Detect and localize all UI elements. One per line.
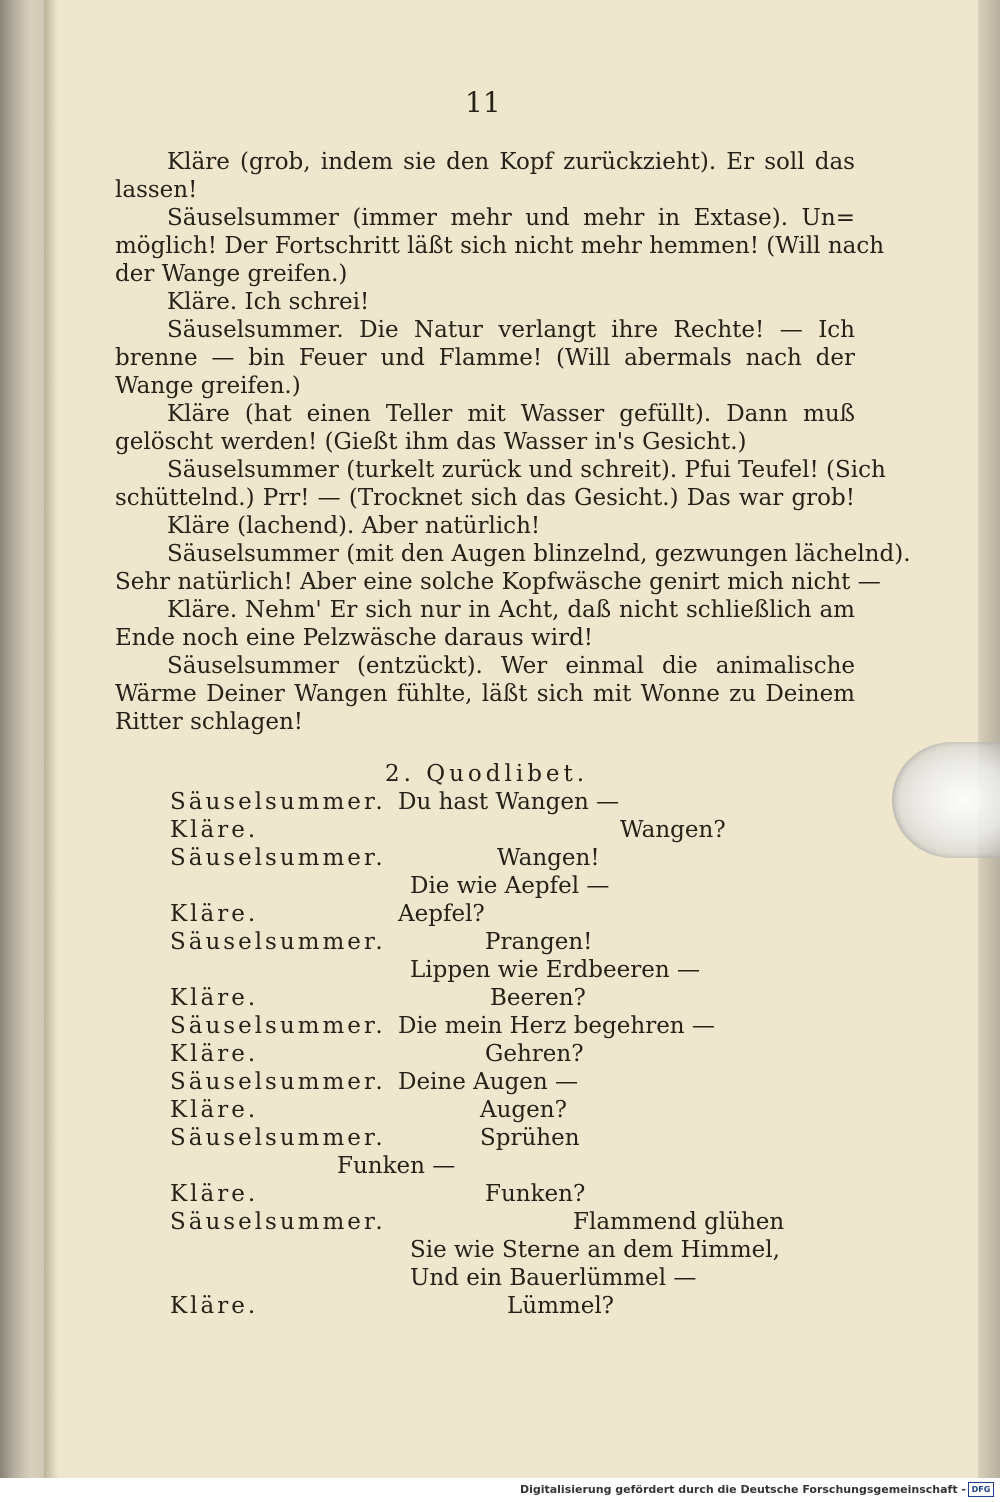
plastic-page-clip [892, 742, 1000, 858]
dialogue-text: Die wie Aepfel — [410, 873, 610, 899]
dialogue-text: Funken — [337, 1153, 456, 1179]
dialogue-text: Gehren? [485, 1041, 584, 1067]
dialogue-speaker: Kläre. [170, 901, 259, 927]
dialogue-text: Lümmel? [507, 1293, 615, 1319]
text-line: Säuselsummer. Die Natur verlangt ihre Rechte! — Ich [167, 317, 855, 343]
dialogue-speaker: Kläre. [170, 1181, 259, 1207]
dialogue-text: Die mein Herz begehren — [398, 1013, 715, 1039]
dialogue-speaker: Kläre. [170, 1041, 259, 1067]
dialogue-speaker: Kläre. [170, 817, 259, 843]
dialogue-text: Lippen wie Erdbeeren — [410, 957, 700, 983]
text-line: Wange greifen.) [115, 373, 301, 399]
text-line: lassen! [115, 177, 198, 203]
dialogue-text: Und ein Bauerlümmel — [410, 1265, 697, 1291]
dialogue-speaker: Säuselsummer. [170, 845, 386, 871]
text-line: Ritter schlagen! [115, 709, 304, 735]
dialogue-text: Sie wie Sterne an dem Himmel, [410, 1237, 780, 1263]
dialogue-text: Flammend glühen [573, 1209, 785, 1235]
text-line: Kläre. Ich schrei! [167, 289, 370, 315]
dialogue-text: Wangen? [620, 817, 726, 843]
dialogue-text: Wangen! [497, 845, 600, 871]
dialogue-speaker: Kläre. [170, 1293, 259, 1319]
page-text [115, 0, 911, 1340]
dialogue-text: Beeren? [490, 985, 586, 1011]
dialogue-speaker: Kläre. [170, 985, 259, 1011]
text-line: Kläre (hat einen Teller mit Wasser gefüllt). Dann muß [167, 401, 855, 427]
dialogue-text: Aepfel? [398, 901, 485, 927]
text-line: Kläre. Nehm' Er sich nur in Acht, daß nicht schließlich am [167, 597, 855, 623]
text-line: Säuselsummer (immer mehr und mehr in Extase). Un= [167, 205, 855, 231]
dialogue-text: Sprühen [480, 1125, 580, 1151]
dialogue-speaker: Säuselsummer. [170, 1125, 386, 1151]
dialogue-speaker: Kläre. [170, 1097, 259, 1123]
funding-credit: Digitalisierung gefördert durch die Deutsche Forschungsgemeinschaft - [519, 1483, 966, 1496]
text-line: brenne — bin Feuer und Flamme! (Will abermals nach der [115, 345, 855, 371]
text-line: Säuselsummer (entzückt). Wer einmal die animalische [167, 653, 855, 679]
dialogue-speaker: Säuselsummer. [170, 1209, 386, 1235]
text-line: Ende noch eine Pelzwäsche daraus wird! [115, 625, 594, 651]
page-edge [978, 0, 1000, 1478]
text-line: Säuselsummer (mit den Augen blinzelnd, gezwungen lächelnd). [167, 541, 911, 567]
text-line: möglich! Der Fortschritt läßt sich nicht mehr hemmen! (Will nach [115, 233, 885, 259]
text-line: der Wange greifen.) [115, 261, 348, 287]
section-heading: 2. Quodlibet. [385, 761, 589, 787]
text-line: gelöscht werden! (Gießt ihm das Wasser in's Gesicht.) [115, 429, 747, 455]
text-line: Sehr natürlich! Aber eine solche Kopfwäsche genirt mich nicht — [115, 569, 881, 595]
dialogue-text: Funken? [485, 1181, 586, 1207]
dialogue-speaker: Säuselsummer. [170, 929, 386, 955]
page-number: 11 [465, 86, 501, 119]
book-binding [0, 0, 44, 1478]
footer-bar [0, 1478, 1000, 1502]
dialogue-speaker: Säuselsummer. [170, 1069, 386, 1095]
dialogue-text: Prangen! [485, 929, 593, 955]
dialogue-speaker: Säuselsummer. [170, 1013, 386, 1039]
text-line: schüttelnd.) Prr! — (Trocknet sich das Gesicht.) Das war grob! [115, 485, 855, 511]
dialogue-speaker: Säuselsummer. [170, 789, 386, 815]
dialogue-text: Du hast Wangen — [398, 789, 620, 815]
text-line: Kläre (grob, indem sie den Kopf zurückzieht). Er soll das [167, 149, 855, 175]
dialogue-text: Augen? [480, 1097, 567, 1123]
text-line: Wärme Deiner Wangen fühlte, läßt sich mit Wonne zu Deinem [115, 681, 855, 707]
dfg-logo: DFG [968, 1482, 994, 1497]
dialogue-text: Deine Augen — [398, 1069, 579, 1095]
text-line: Säuselsummer (turkelt zurück und schreit). Pfui Teufel! (Sich [167, 457, 886, 483]
gutter-shadow [44, 0, 58, 1478]
text-line: Kläre (lachend). Aber natürlich! [167, 513, 541, 539]
